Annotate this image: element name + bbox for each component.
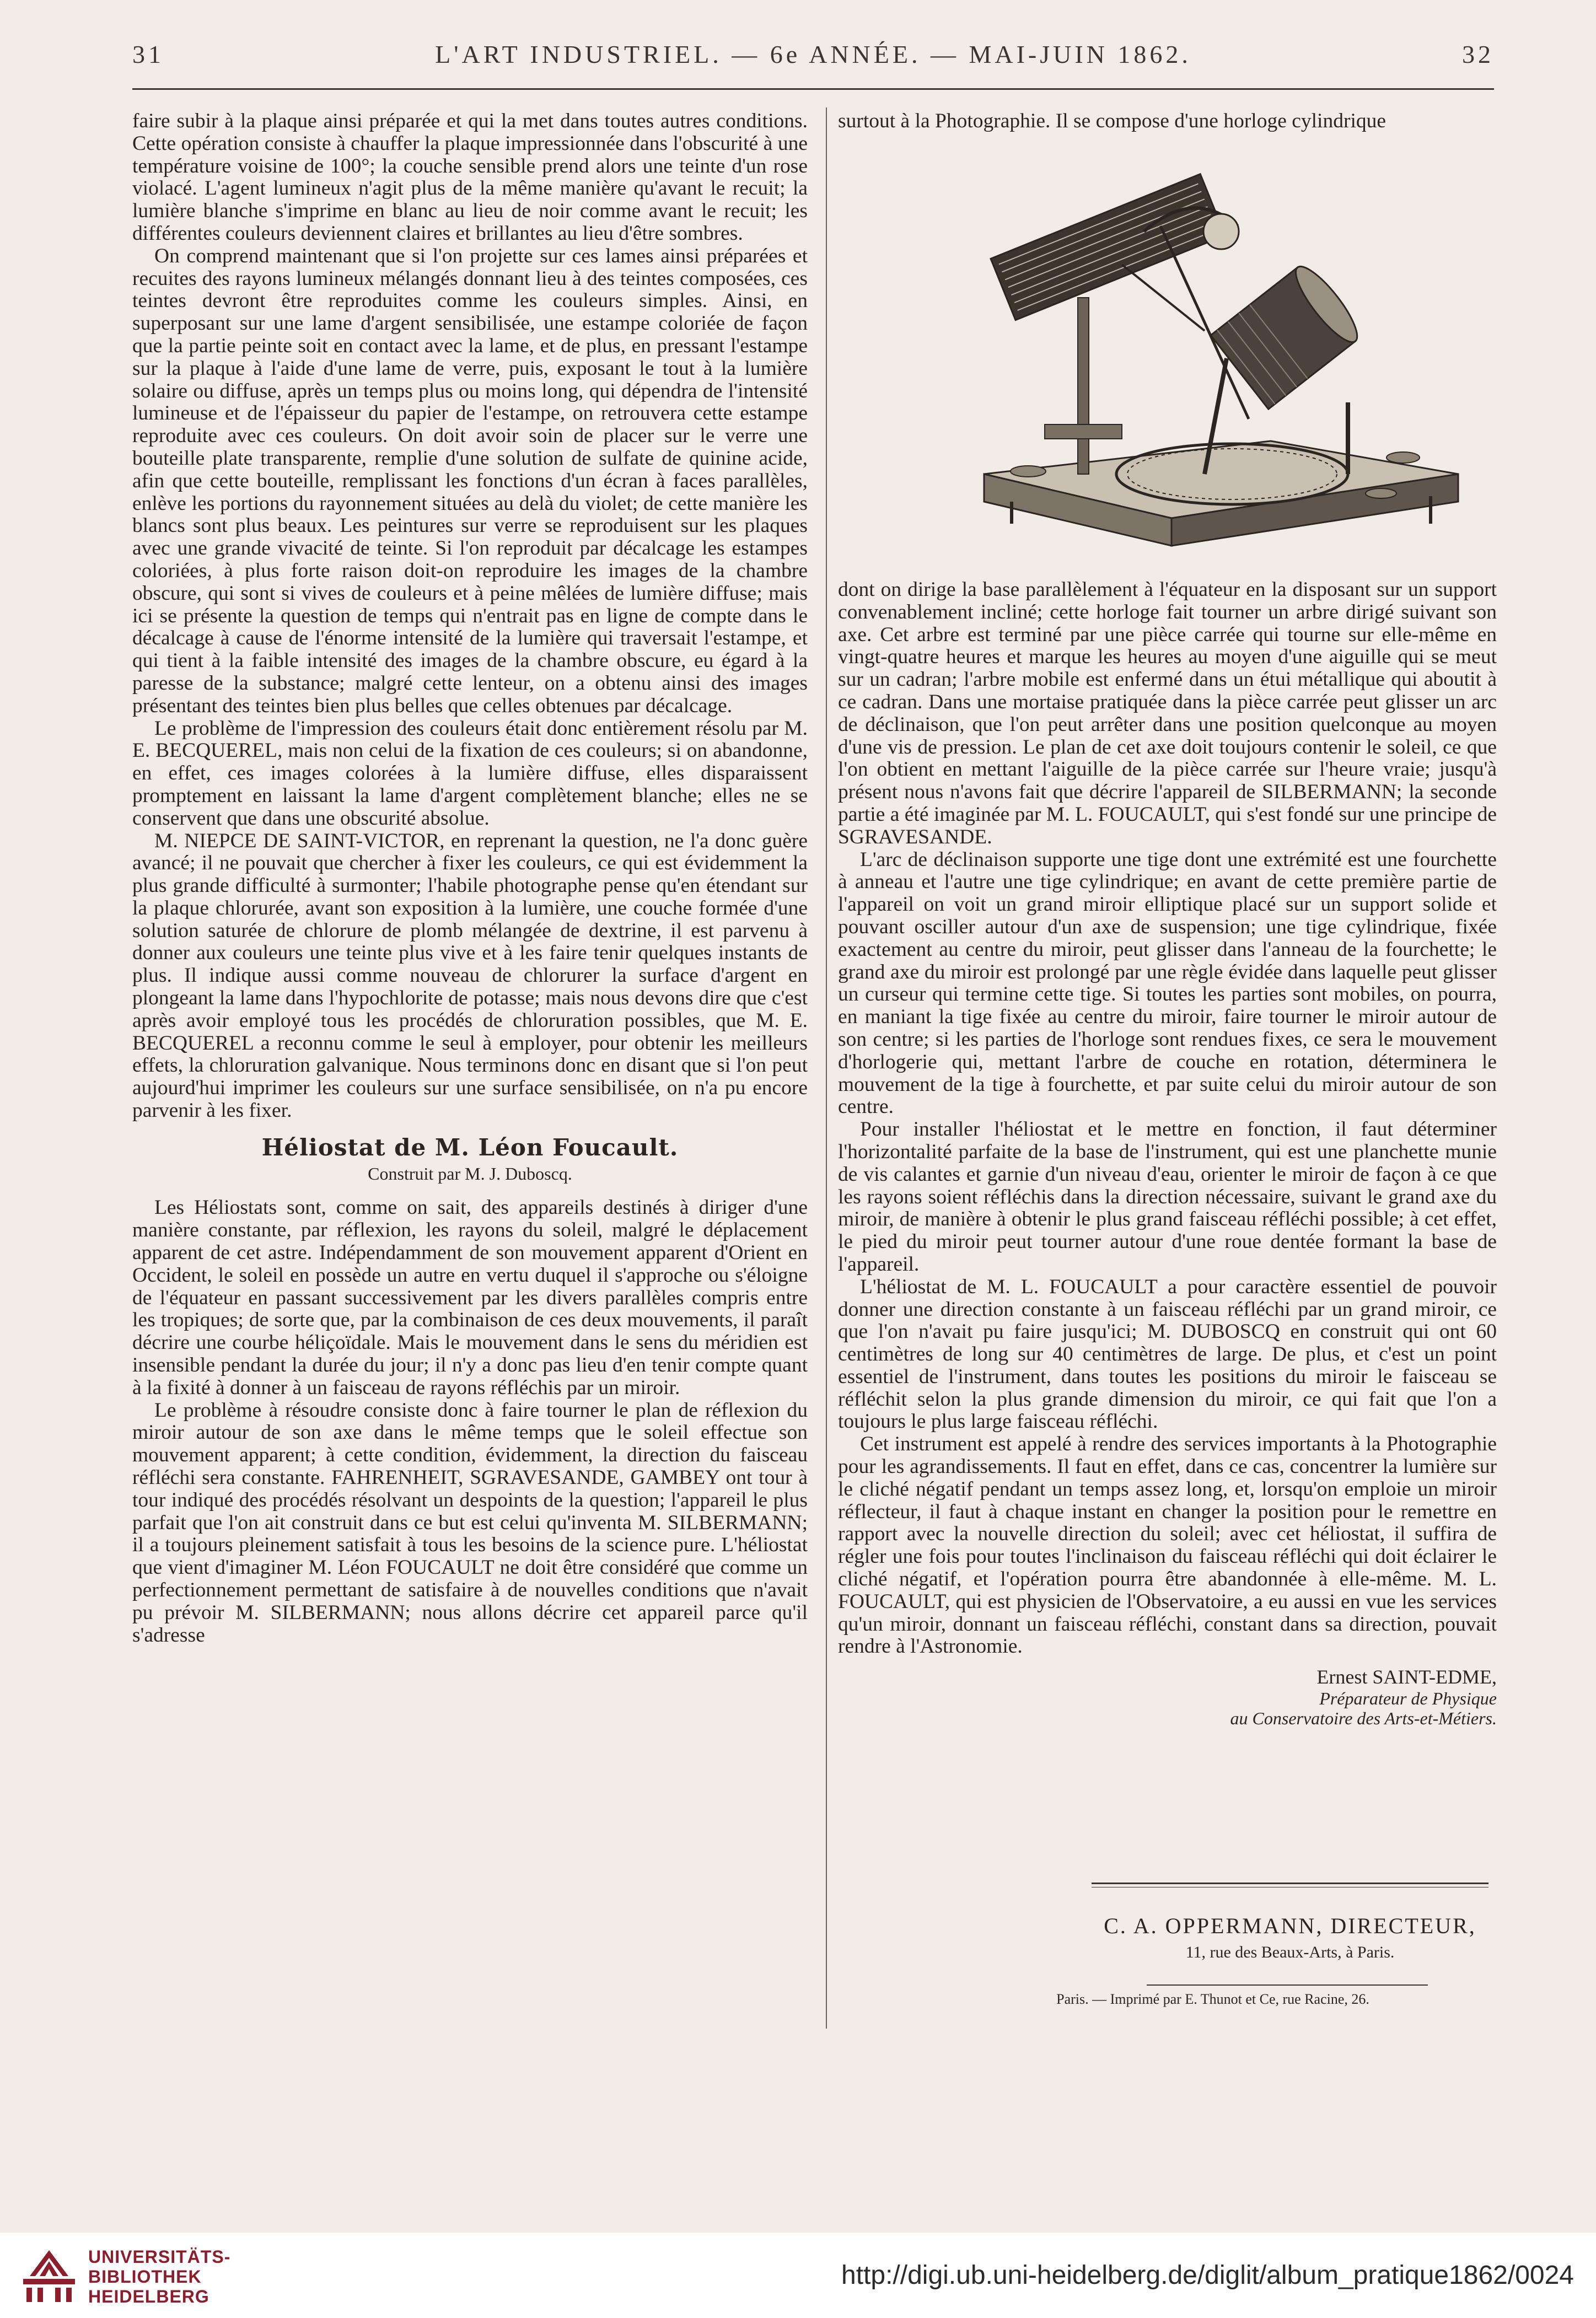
publisher-name: C. A. OPPERMANN, DIRECTEUR, [1104,1913,1476,1938]
column-divider [826,107,827,2029]
paragraph: Le problème de l'impression des couleurs était donc entièrement résolu par M. E. BECQUEREL, mais non celui de la fixation de ces couleurs; si on abandonne, en effet, ces images colorées à la lumière diffuse, elles disparaissent promptement en laissant la lame d'argent complètement blanche; elles ne se conservent que dans une obscurité absolue. [132,717,808,830]
paragraph: L'héliostat de M. L. FOUCAULT a pour caractère essentiel de pouvoir donner une direction constante à un faisceau réfléchi par un grand miroir, ce que l'on n'avait pu faire jusqu'ici; M. DUBOSCQ en construit qui ont 60 centimètres de long sur 40 centimètres de large. De plus, et c'est un point essentiel de l'instrument, dans toutes les positions du miroir le faisceau se réfléchit selon la plus grande dimension du miroir, ce qui fait que l'on a toujours le plus large faisceau réfléchi. [838,1275,1497,1433]
header-rule [132,88,1494,90]
author-role: Préparateur de Physique [1319,1688,1497,1709]
imprint-rule [1147,1984,1428,1986]
paragraph: M. NIEPCE DE SAINT-VICTOR, en reprenant la question, ne l'a donc guère avancé; il ne pouvait que chercher à fixer les couleurs, ce qui est évidemment la plus grande difficulté à surmonter; l'habile photographe pense qu'en étendant sur la plaque chlorurée, avant son exposition à la lumière, une couche formée d'une solution saturée de chlorure de plomb mélangée de dextrine, il est parvenu à donner aux couleurs une teinte plus vive et à les faire tenir quelques instants de plus. Il indique aussi comme nouveau de chlorurer la surface d'argent en plongeant la lame dans l'hypochlorite de potasse; mais nous devons dire que c'est après avoir employé tous les procédés de chloruration possibles, que M. E. BECQUEREL a reconnu comme le seul à employer, pour obtenir les meilleurs effets, la chloruration galvanique. Nous terminons donc en disant que si l'on peut aujourd'hui imprimer les couleurs sur une surface sensibilisée, on n'a pu encore parvenir à les fixer. [132,829,808,1122]
author-signature [838,1666,1497,1728]
library-name-line: HEIDELBERG [88,2287,209,2306]
article-title: Héliostat de M. Léon Foucault. [261,1133,679,1161]
page-number-left: 31 [132,40,164,68]
library-name-line: UNIVERSITÄTS- [88,2247,231,2267]
end-rule [1092,1883,1488,1884]
article-subtitle: Construit par M. J. Duboscq. [368,1163,572,1184]
paragraph: dont on dirige la base parallèlement à l'équateur en la disposant sur un support convenablement incliné; cette horloge fait tourner un arbre dirigé suivant son axe. Cet arbre est terminé par une pièce carrée qui tourne sur elle-même en vingt-quatre heures et marque les heures au moyen d'une aiguille qui se meut sur un cadran; l'arbre mobile est enfermé dans un étui métallique qui aboutit à ce cadran. Dans une mortaise pratiquée dans la pièce carrée peut glisser un arc de déclinaison, que l'on peut arrêter dans une position quelconque au moyen d'une vis de pression. Le plan de cet axe doit toujours contenir le soleil, ce que l'on obtient en mettant l'aiguille de la pièce carrée sur l'heure vraie; jusqu'à présent nous n'avons fait que décrire l'appareil de SILBERMANN; la seconde partie a été imaginée par M. L. FOUCAULT, qui s'est fondé sur une principe de SGRAVESANDE. [838,578,1497,848]
running-title: L'ART INDUSTRIEL. — 6e ANNÉE. — MAI-JUIN 1862. [435,40,1191,68]
page-number-right: 32 [1462,40,1494,68]
paragraph: L'arc de déclinaison supporte une tige dont une extrémité est une fourchette à anneau et l'autre une tige cylindrique; en avant de cette première partie de l'appareil on voit un grand miroir elliptique placé sur un support solide et pouvant osciller autour d'un axe de suspension; une tige cylindrique, fixée exactement au centre du miroir, peut glisser dans l'anneau de la fourchette; le grand axe du miroir est prolongé par une règle évidée dans laquelle peut glisser un curseur qui termine cette tige. Si toutes les parties sont mobiles, on pourra, en maniant la tige fixée au centre du miroir, faire tourner le miroir autour de son centre; si les parties de l'horloge sont rendues fixes, ce sera le mouvement d'horlogerie qui, mettant l'arbre de couche en rotation, déterminera le mouvement de la tige à fourchette, et par suite celui du miroir autour de son centre. [838,848,1497,1118]
author-affiliation: au Conservatoire des Arts-et-Métiers. [1230,1708,1497,1729]
university-logo-icon [19,2246,79,2306]
publisher-address: 11, rue des Beaux-Arts, à Paris. [1185,1943,1395,1961]
imprint-line: Paris. — Imprimé par E. Thunot et Ce, rue Racine, 26. [1056,1991,1369,2007]
right-column [838,579,1497,1728]
publisher-block [1092,1913,1488,1962]
paragraph: Cet instrument est appelé à rendre des services importants à la Photographie pour les agrandissements. Il faut en effet, dans ce cas, concentrer la lumière sur le cliché négatif pendant un temps assez long, et, lorsqu'on emploie un miroir réflecteur, il faut à chaque instant en changer la position pour le remettre en rapport avec la nouvelle direction du soleil; avec cet héliostat, il suffira de régler une fois pour toutes l'inclinaison du faisceau réfléchi qui doit éclairer le cliché négatif, et l'opération pourra être abandonnée à elle-même. M. L. FOUCAULT, qui est physicien de l'Observatoire, a eu aussi en vue les services qu'un miroir, donnant un faisceau réfléchi, constant dans sa direction, pouvait rendre à l'Astronomie. [838,1433,1497,1658]
paragraph: On comprend maintenant que si l'on projette sur ces lames ainsi préparées et recuites des rayons lumineux mélangés donnant lieu à des teintes composées, ces teintes devront être reproduites comme les couleurs simples. Ainsi, en superposant sur une lame d'argent sensibilisée, une estampe coloriée de façon que la partie peinte soit en contact avec la lame, et de plus, en pressant l'estampe sur la plaque à l'aide d'une lame de verre, puis, exposant le tout à la lumière solaire ou diffuse, après un temps plus ou moins long, qui dépendra de l'intensité lumineuse et de l'épaisseur du papier de l'estampe, on retrouvera cette estampe reproduite avec ces couleurs. On doit avoir soin de placer sur le verre une bouteille plate transparente, remplie d'une solution de sulfate de quinine acide, afin que cette bouteille, remplissant les fonctions d'un écran à faces parallèles, enlève les portions du rayonnement situées au delà du violet; de cette manière les blancs sont plus beaux. Les peintures sur verre se reproduisent sur les plaques avec une grande vivacité de teinte. Si l'on reproduit par décalcage les estampes coloriées, à plus forte raison doit-on reproduire les images de la chambre obscure, qui sont si vives de couleurs et à peine mêlées de lumière diffuse; mais ici se présente la question de temps qui n'entrait pas en ligne de compte dans le décalcage à cause de l'énorme intensité de la lumière qui traversait l'estampe, et qui tient à la faible intensité des images de la chambre obscure, eu égard à la paresse de la substance; malgré cette lenteur, on a obtenu ainsi des images présentant des teintes bien plus belles que celles obtenues par décalcage. [132,244,808,717]
library-name-line: BIBLIOTHEK [88,2267,202,2287]
paragraph: Pour installer l'héliostat et le mettre en fonction, il faut déterminer l'horizontalité parfaite de la base de l'instrument, qui est une planchette munie de vis calantes et garnie d'un niveau d'eau, orienter le miroir de façon à ce que les rayons soient réfléchis dans la direction nécessaire, suivant le grand axe du miroir, de manière à obtenir le plus grand faisceau réfléchi possible; à cet effet, le pied du miroir peut tourner autour d'une roue dentée formant la base de l'appareil. [838,1118,1497,1276]
paragraph: surtout à la Photographie. Il se compose d'une horloge cylindrique [838,110,1387,132]
source-url-link[interactable]: http://digi.ub.uni-heidelberg.de/diglit/album_pratique1862/0024 [841,2261,1574,2290]
paragraph: faire subir à la plaque ainsi préparée et qui la met dans toutes autres conditions. Cette opération consiste à chauffer la plaque impressionnée dans l'obscurité à une température voisine de 100°; la couche sensible prend alors une teinte d'un rose violacé. L'agent lumineux n'agit plus de la même manière qu'avant le recuit; la lumière blanche s'imprime en blanc au lieu de noir comme avant le recuit; les différentes couleurs deviennent claires et brillantes au lieu d'être sombres. [132,110,808,245]
paragraph: Le problème à résoudre consiste donc à faire tourner le plan de réflexion du miroir autour de son axe dans le même temps que le soleil effectue son mouvement apparent; à cette condition, évidemment, la direction du faisceau réfléchi sera constante. FAHRENHEIT, SGRAVESANDE, GAMBEY ont tour à tour indiqué des procédés résolvant un despoints de la question; l'appareil le plus parfait que l'on ait construit dans ce but est celui qu'inventa M. SILBERMANN; il a toujours pleinement satisfait à tous les besoins de la science pure. L'héliostat que vient d'imaginer M. Léon FOUCAULT ne doit être considéré que comme un perfectionnement permettant de satisfaire à de nouvelles conditions que n'avait pu prévoir M. SILBERMANN; nous allons décrire cet appareil parce qu'il s'adresse [132,1399,808,1647]
viewer-footer [0,2233,1596,2318]
heliostat-engraving [962,165,1502,573]
left-column [132,110,808,1647]
paragraph: Les Héliostats sont, comme on sait, des appareils destinés à diriger d'une manière constante, par réflexion, les rayons du soleil, malgré le déplacement apparent de cet astre. Indépendamment de son mouvement apparent d'Orient en Occident, le soleil en possède un autre en vertu duquel il s'approche ou s'éloigne de l'équateur en passant successivement par les divers parallèles compris entre les tropiques; de sorte que, par la combinaison de ces deux mouvements, il paraît décrire une courbe héliçoïdale. Mais le mouvement dans le sens du méridien est insensible pendant la durée du jour; il n'y a donc pas lieu d'en tenir compte quant à la fixité à donner à un faisceau de rayons réfléchis par un miroir. [132,1196,808,1399]
library-name [88,2247,230,2306]
author-name: Ernest SAINT-EDME, [1316,1666,1497,1688]
right-column-top [838,110,1497,133]
page-header [132,29,1494,73]
